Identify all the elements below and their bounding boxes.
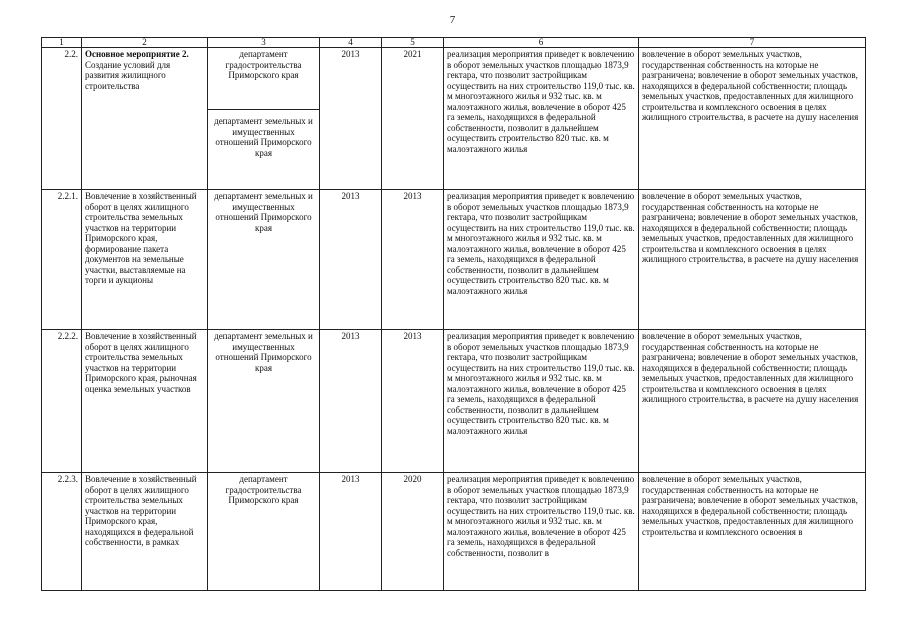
expected-result: реализация мероприятия приведет к вовлечению в оборот земельных участков площадью 1873,9 гектара, что позволит застройщикам осуществить на них строительство 119,0 тыс. кв. м многоэтажного жилья и 932 тыс. кв. м малоэтажного жилья, вовлечение в оборот 425 га земель, находящихся в федеральной собственности, позволит в дальнейшем осуществить строительство 820 тыс. кв. м малоэтажного жилья	[444, 330, 639, 473]
measure-name	[82, 48, 208, 190]
program-table	[41, 37, 866, 591]
year-start: 2013	[320, 330, 382, 473]
row-number: 2.2.1.	[42, 190, 82, 330]
indicator: вовлечение в оборот земельных участков, государственная собственность на которые не разграничена; вовлечение в оборот земельных участков, находящихся в федеральной собственности; площадь земельных участков, предоставленных для жилищного строительства и комплексного освоения в целях жилищного строительства, в расчете на душу населения	[639, 48, 866, 190]
table-row	[42, 330, 866, 473]
column-number: 5	[382, 38, 444, 48]
year-end: 2021	[382, 48, 444, 190]
measure-name: Вовлечение в хозяйственный оборот в целях жилищного строительства земельных участков на территории Приморского края, рыночная оценка земельных участков	[82, 330, 208, 473]
table-row	[42, 48, 866, 190]
column-number-row	[42, 38, 866, 48]
column-number: 6	[444, 38, 639, 48]
responsible-department	[208, 48, 320, 190]
year-start: 2013	[320, 473, 382, 591]
column-number: 2	[82, 38, 208, 48]
year-start: 2013	[320, 48, 382, 190]
year-start: 2013	[320, 190, 382, 330]
expected-result: реализация мероприятия приведет к вовлечению в оборот земельных участков площадью 1873,9 гектара, что позволит застройщикам осуществить на них строительство 119,0 тыс. кв. м многоэтажного жилья и 932 тыс. кв. м малоэтажного жилья, вовлечение в оборот 425 га земель, находящихся в федеральной собственности, позволит в дальнейшем осуществить строительство 820 тыс. кв. м малоэтажного жилья	[444, 48, 639, 190]
responsible-department: департамент земельных и имущественных отношений Приморского края	[208, 190, 320, 330]
row-number: 2.2.	[42, 48, 82, 190]
page-number: 7	[449, 14, 456, 26]
expected-result: реализация мероприятия приведет к вовлечению в оборот земельных участков площадью 1873,9 гектара, что позволит застройщикам осуществить на них строительство 119,0 тыс. кв. м многоэтажного жилья и 932 тыс. кв. м малоэтажного жилья, вовлечение в оборот 425 га земель, находящихся в федеральной собственности, позволит в дальнейшем осуществить строительство 820 тыс. кв. м малоэтажного жилья	[444, 190, 639, 330]
column-number: 3	[208, 38, 320, 48]
row-number: 2.2.2.	[42, 330, 82, 473]
column-number: 1	[42, 38, 82, 48]
measure-name: Вовлечение в хозяйственный оборот в целях жилищного строительства земельных участков на территории Приморского края, формирование пакета документов на земельные участки, выставляемые на торги и аукционы	[82, 190, 208, 330]
measure-title-bold: Основное мероприятие 2.	[85, 49, 189, 59]
indicator: вовлечение в оборот земельных участков, государственная собственность на которые не разграничена; вовлечение в оборот земельных участков, находящихся в федеральной собственности; площадь земельных участков, предоставленных для жилищного строительства и комплексного освоения в целях жилищного строительства, в расчете на душу населения	[639, 330, 866, 473]
year-end: 2013	[382, 190, 444, 330]
year-end: 2020	[382, 473, 444, 591]
table-row	[42, 473, 866, 591]
measure-title-rest: Создание условий для развития жилищного строительства	[85, 59, 171, 91]
indicator: вовлечение в оборот земельных участков, государственная собственность на которые не разграничена; вовлечение в оборот земельных участков, находящихся в федеральной собственности; площадь земельных участков, предоставленных для жилищного строительства и комплексного освоения в	[639, 473, 866, 591]
responsible-department: департамент градостроительства Приморского края	[208, 473, 320, 591]
indicator: вовлечение в оборот земельных участков, государственная собственность на которые не разграничена; вовлечение в оборот земельных участков, находящихся в федеральной собственности; площадь земельных участков, предоставленных для жилищного строительства и комплексного освоения в целях жилищного строительства, в расчете на душу населения	[639, 190, 866, 330]
department-1: департамент градостроительства Приморского края	[225, 49, 302, 80]
year-end: 2013	[382, 330, 444, 473]
responsible-department: департамент земельных и имущественных отношений Приморского края	[208, 330, 320, 473]
column-number: 7	[639, 38, 866, 48]
row-number: 2.2.3.	[42, 473, 82, 591]
expected-result: реализация мероприятия приведет к вовлечению в оборот земельных участков площадью 1873,9 гектара, что позволит застройщикам осуществить на них строительство 119,0 тыс. кв. м многоэтажного жилья и 932 тыс. кв. м малоэтажного жилья, вовлечение в оборот 425 га земель, находящихся в федеральной собственности, позволит в	[444, 473, 639, 591]
table-row	[42, 190, 866, 330]
column-number: 4	[320, 38, 382, 48]
measure-name: Вовлечение в хозяйственный оборот в целях жилищного строительства земельных участков на территории Приморского края, находящихся в федеральной собственности, в рамках	[82, 473, 208, 591]
department-2: департамент земельных и имущественных отношений Приморского края	[208, 109, 319, 162]
